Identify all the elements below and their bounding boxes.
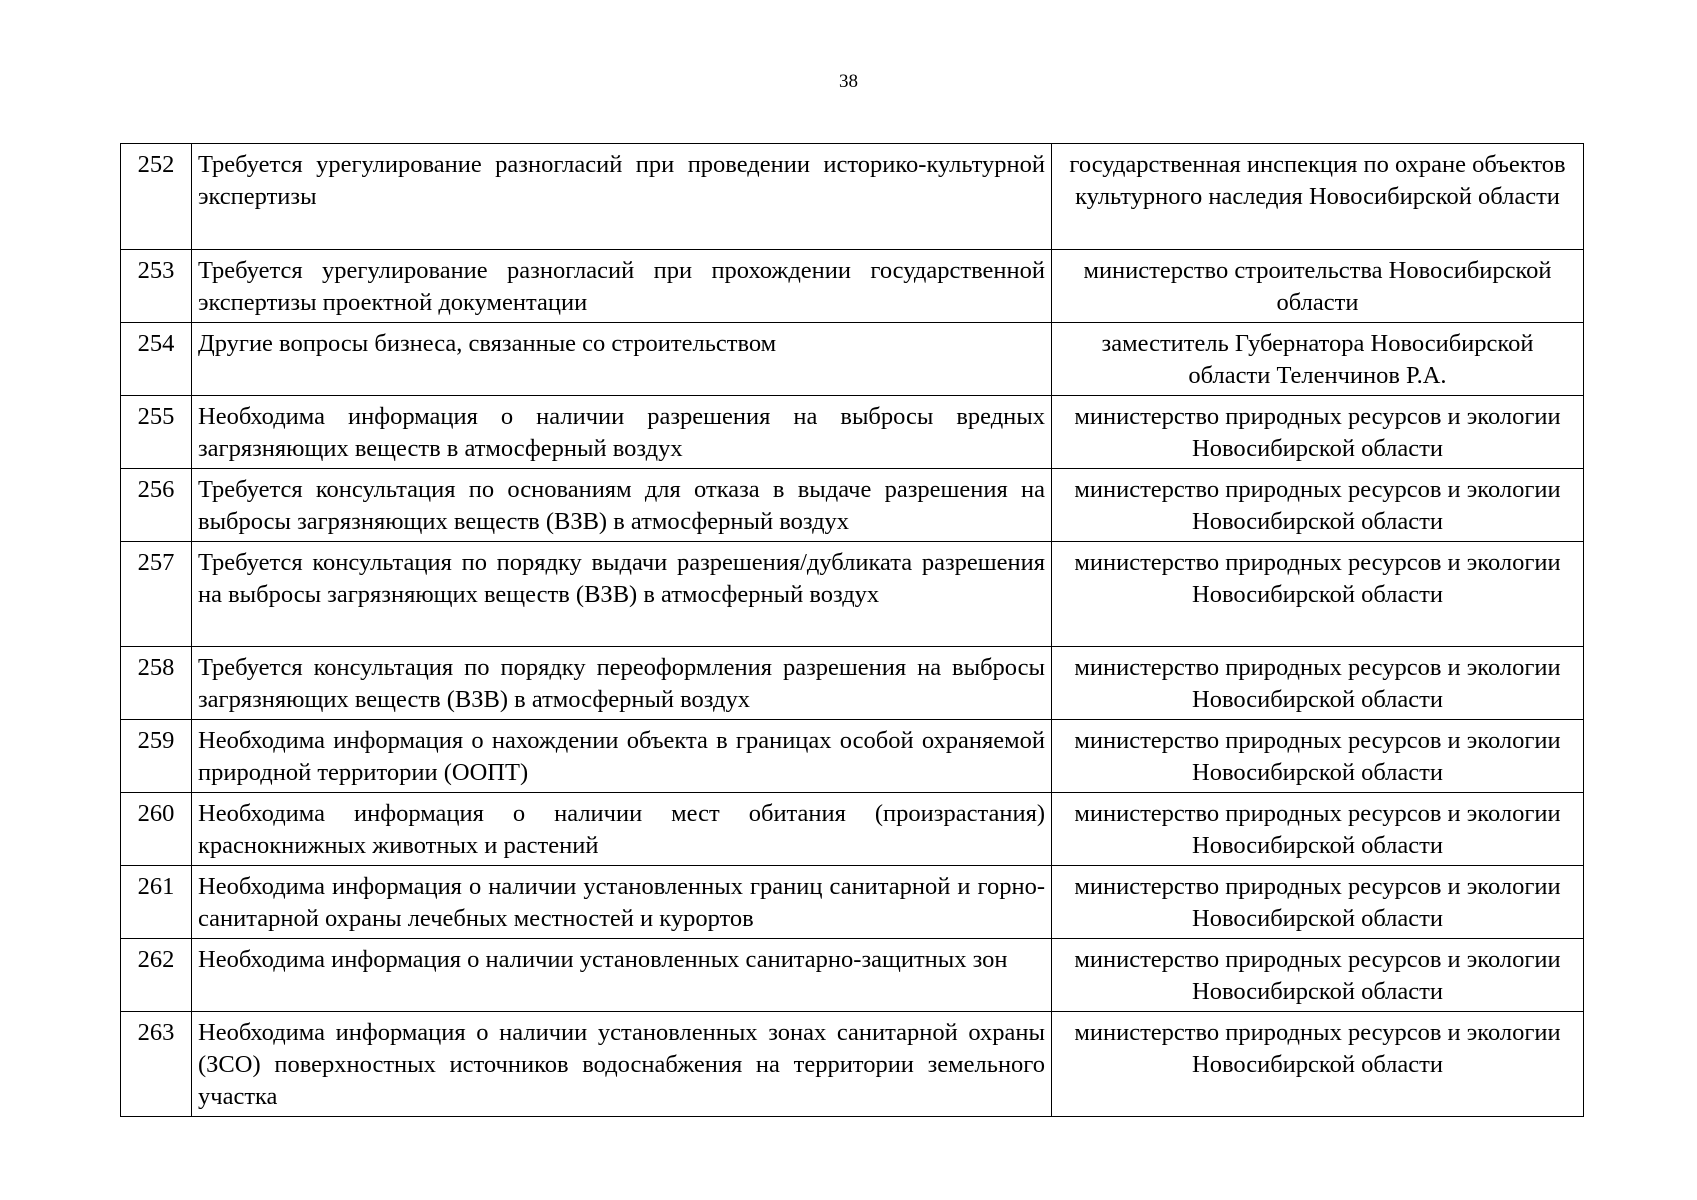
table-row (121, 720, 1584, 793)
table-row (121, 939, 1584, 1012)
questions-table (120, 143, 1584, 1117)
row-question: Другие вопросы бизнеса, связанные со строительством (192, 323, 1052, 396)
row-question: Необходима информация о наличии установленных санитарно-защитных зон (192, 939, 1052, 1012)
row-number: 253 (121, 250, 192, 323)
row-organization: заместитель Губернатора Новосибирской области Теленчинов Р.А. (1052, 323, 1584, 396)
row-organization: министерство природных ресурсов и экологии Новосибирской области (1052, 396, 1584, 469)
row-question: Требуется урегулирование разногласий при прохождении государственной экспертизы проектной документации (192, 250, 1052, 323)
row-number: 258 (121, 647, 192, 720)
row-question: Требуется консультация по основаниям для отказа в выдаче разрешения на выбросы загрязняющих веществ (ВЗВ) в атмосферный воздух (192, 469, 1052, 542)
row-number: 259 (121, 720, 192, 793)
row-question: Требуется консультация по порядку переоформления разрешения на выбросы загрязняющих веществ (ВЗВ) в атмосферный воздух (192, 647, 1052, 720)
row-organization: министерство природных ресурсов и экологии Новосибирской области (1052, 469, 1584, 542)
row-number: 262 (121, 939, 192, 1012)
row-number: 255 (121, 396, 192, 469)
questions-table-body (121, 144, 1584, 1117)
row-number: 263 (121, 1012, 192, 1117)
table-row (121, 866, 1584, 939)
row-organization: министерство строительства Новосибирской области (1052, 250, 1584, 323)
row-organization: министерство природных ресурсов и экологии Новосибирской области (1052, 1012, 1584, 1117)
row-organization: министерство природных ресурсов и экологии Новосибирской области (1052, 647, 1584, 720)
table-row (121, 1012, 1584, 1117)
table-row (121, 144, 1584, 250)
row-question: Необходима информация о наличии установленных границ санитарной и горно-санитарной охраны лечебных местностей и курортов (192, 866, 1052, 939)
table-row (121, 250, 1584, 323)
row-organization: министерство природных ресурсов и экологии Новосибирской области (1052, 542, 1584, 647)
row-number: 256 (121, 469, 192, 542)
row-question: Требуется консультация по порядку выдачи разрешения/дубликата разрешения на выбросы загрязняющих веществ (ВЗВ) в атмосферный воздух (192, 542, 1052, 647)
table-row (121, 542, 1584, 647)
table-row (121, 469, 1584, 542)
row-number: 252 (121, 144, 192, 250)
row-number: 261 (121, 866, 192, 939)
row-number: 254 (121, 323, 192, 396)
row-question: Необходима информация о нахождении объекта в границах особой охраняемой природной территории (ООПТ) (192, 720, 1052, 793)
row-organization: министерство природных ресурсов и экологии Новосибирской области (1052, 866, 1584, 939)
page-number: 38 (839, 71, 858, 92)
row-organization: министерство природных ресурсов и экологии Новосибирской области (1052, 793, 1584, 866)
row-organization: министерство природных ресурсов и экологии Новосибирской области (1052, 720, 1584, 793)
row-organization: министерство природных ресурсов и экологии Новосибирской области (1052, 939, 1584, 1012)
row-number: 260 (121, 793, 192, 866)
row-organization: государственная инспекция по охране объектов культурного наследия Новосибирской области (1052, 144, 1584, 250)
row-question: Требуется урегулирование разногласий при проведении историко-культурной экспертизы (192, 144, 1052, 250)
table-row (121, 647, 1584, 720)
table-row (121, 793, 1584, 866)
row-number: 257 (121, 542, 192, 647)
row-question: Необходима информация о наличии мест обитания (произрастания) краснокнижных животных и растений (192, 793, 1052, 866)
row-question: Необходима информация о наличии разрешения на выбросы вредных загрязняющих веществ в атмосферный воздух (192, 396, 1052, 469)
table-row (121, 396, 1584, 469)
row-question: Необходима информация о наличии установленных зонах санитарной охраны (ЗСО) поверхностных источников водоснабжения на территории земельного участка (192, 1012, 1052, 1117)
table-row (121, 323, 1584, 396)
